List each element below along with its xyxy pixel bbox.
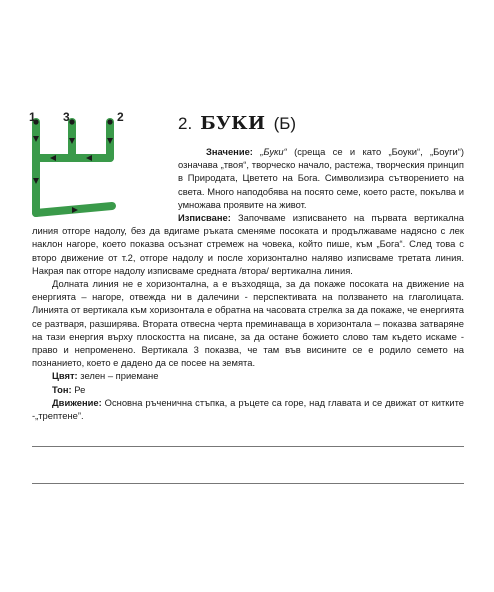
tone-value: Ре [71,383,86,395]
color-value: зелен – приемане [77,370,159,382]
tone-row [32,383,464,396]
writing-line-2 [32,483,464,484]
writing-text: Започваме изписването на първата вертикална линия отгоре надолу, без да вдигаме ръката сменяме посоката и продължаваме надясно с лек наклон нагоре, което показва осъзнат стремеж на човека, който пише, към „Бога“. След това с второ движение от т.2, отгоре надолу и после хоризонтално наляво изписваме третата линия. Накрая пак отгоре надолу изписваме средната /втора/ вертикална линия. [32,212,464,276]
start-dot-3 [69,119,74,124]
letter-description [32,145,464,422]
letter-name: БУКИ [200,113,266,134]
meaning-quote: „Буки“ [260,146,287,157]
stroke-number-3: 3 [63,110,70,124]
color-row [32,369,464,382]
letter-heading [178,113,296,134]
meaning-label: Значение: [206,146,253,157]
meaning-text: (среща се и като „Боуки“, „Боуги“) означава „твоя“, творческо начало, растежа, творческия принцип в Природата, Цветето на Бога. Символизира сътворението на света. Много наподобява на посято семе, което расте, покълва и умножава проявите на живот. [178,146,464,210]
explanation-paragraph: Долната линия не е хоризонтална, а е възходяща, за да покаже посоката на движение на енергията – нагоре, отвежда ни в далечини - перспективата на ползването на глаголицата. Линията от вертикала към хоризонтала е обратна на часовата стрелка за да покаже, че енергията се разтваря, разширява. Втората отвесна черта преминаваща в хоризонтала – показва затваряне на тази енергия върху плоскостта на писане, за да остане божието слово там където искаме - право и непроменено. Вертикала 3 показва, че там във висините се е родило семето на познанието, което е дадено да се посее на земята. [32,278,464,369]
letter-number: 2. [178,114,193,133]
stroke-number-2: 2 [117,110,124,124]
movement-value: Основна ръченична стъпка, а ръцете са горе, над главата и се движат от китките -„трептене”. [32,396,464,422]
stroke-number-1: 1 [29,110,36,124]
writing-label: Изписване: [178,212,231,224]
color-label: Цвят: [52,370,78,382]
tone-label: Тон: [52,383,72,395]
movement-label: Движение: [52,396,102,408]
letter-latin-equivalent: (Б) [273,114,297,133]
writing-paragraph [32,211,464,277]
writing-line-1 [32,446,464,447]
meaning-paragraph [178,145,464,211]
start-dot-2 [107,119,112,124]
movement-row [32,396,464,422]
